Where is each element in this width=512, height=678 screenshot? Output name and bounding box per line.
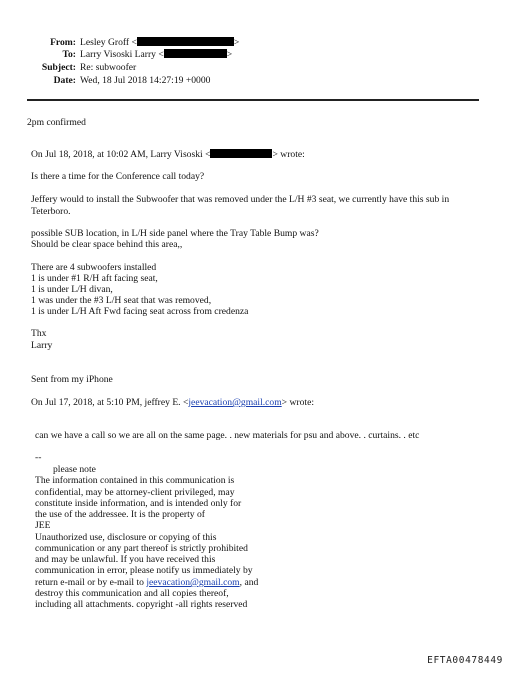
disclaimer-email-link[interactable]: jeevacation@gmail.com bbox=[146, 577, 240, 588]
disclaimer-line: constitute inside information, and is intended only for bbox=[35, 498, 242, 509]
email-header bbox=[0, 0, 512, 100]
from-label: From: bbox=[50, 37, 76, 48]
sent-from-line: Sent from my iPhone bbox=[31, 374, 113, 385]
close-bracket: > bbox=[226, 49, 233, 60]
signature-separator: -- bbox=[35, 452, 42, 463]
quote2-email-link[interactable]: jeevacation@gmail.com bbox=[188, 397, 282, 408]
to-value bbox=[80, 49, 232, 60]
disclaimer-line bbox=[35, 577, 258, 588]
quote1-line: 1 is under L/H divan, bbox=[31, 284, 113, 295]
disclaimer-line: Unauthorized use, disclosure or copying of this bbox=[35, 532, 217, 543]
disclaimer-line: communication or any part thereof is strictly prohibited bbox=[35, 543, 248, 554]
quote1-line: 1 is under #1 R/H aft facing seat, bbox=[31, 273, 158, 284]
quote1-signature: Larry bbox=[31, 340, 53, 351]
quote1-line: possible SUB location, in L/H side panel where the Tray Table Bump was? bbox=[31, 228, 319, 239]
disclaimer-line: JEE bbox=[35, 520, 51, 531]
disclaimer-line: destroy this communication and all copies thereof, bbox=[35, 588, 229, 599]
quote1-line: Jeffery would to install the Subwoofer that was removed under the L/H #3 seat, we currently have this sub in bbox=[31, 194, 450, 205]
redaction-box bbox=[164, 49, 227, 58]
quote1-line: Should be clear space behind this area,, bbox=[31, 239, 183, 250]
quote1-thanks: Thx bbox=[31, 328, 47, 339]
date-label: Date: bbox=[53, 75, 76, 86]
disclaimer-line: please note bbox=[53, 464, 96, 475]
redaction-box bbox=[137, 37, 234, 46]
from-name: Lesley Groff < bbox=[80, 37, 137, 48]
disclaimer-text: return e-mail or by e-mail to bbox=[35, 577, 147, 588]
bates-number: EFTA00478449 bbox=[427, 655, 503, 666]
quote2-header bbox=[31, 397, 314, 408]
reply-text: 2pm confirmed bbox=[27, 117, 86, 128]
quote1-line: There are 4 subwoofers installed bbox=[31, 262, 157, 273]
subject-value: Re: subwoofer bbox=[80, 62, 137, 73]
from-value bbox=[80, 37, 239, 48]
quote2-line: can we have a call so we are all on the same page. . new materials for psu and above. . curtains. . etc bbox=[35, 430, 420, 441]
disclaimer-line: the use of the addressee. It is the property of bbox=[35, 509, 205, 520]
disclaimer-line: communication in error, please notify us immediately by bbox=[35, 565, 253, 576]
close-bracket: > bbox=[233, 37, 240, 48]
quote2-header-start: On Jul 17, 2018, at 5:10 PM, jeffrey E. < bbox=[31, 397, 189, 408]
quote2-header-end: > wrote: bbox=[281, 397, 314, 408]
disclaimer-line: confidential, may be attorney-client privileged, may bbox=[35, 487, 235, 498]
quote1-line: 1 was under the #3 L/H seat that was removed, bbox=[31, 295, 212, 306]
quote1-header-end: > wrote: bbox=[272, 149, 305, 160]
quote1-header-start: On Jul 18, 2018, at 10:02 AM, Larry Visoski < bbox=[31, 149, 211, 160]
to-name: Larry Visoski Larry < bbox=[80, 49, 164, 60]
quote1-header bbox=[31, 149, 305, 160]
to-label: To: bbox=[62, 49, 76, 60]
disclaimer-text: , and bbox=[239, 577, 259, 588]
quote1-line: 1 is under L/H Aft Fwd facing seat across from credenza bbox=[31, 306, 249, 317]
quote1-line: Is there a time for the Conference call today? bbox=[31, 171, 205, 182]
redaction-box bbox=[210, 149, 272, 158]
date-value: Wed, 18 Jul 2018 14:27:19 +0000 bbox=[80, 75, 211, 86]
disclaimer-line: The information contained in this communication is bbox=[35, 475, 235, 486]
disclaimer-line: and may be unlawful. If you have received this bbox=[35, 554, 216, 565]
disclaimer-line: including all attachments. copyright -all rights reserved bbox=[35, 599, 248, 610]
subject-label: Subject: bbox=[41, 62, 76, 73]
quote1-line: Teterboro. bbox=[31, 206, 71, 217]
header-divider bbox=[27, 99, 479, 101]
